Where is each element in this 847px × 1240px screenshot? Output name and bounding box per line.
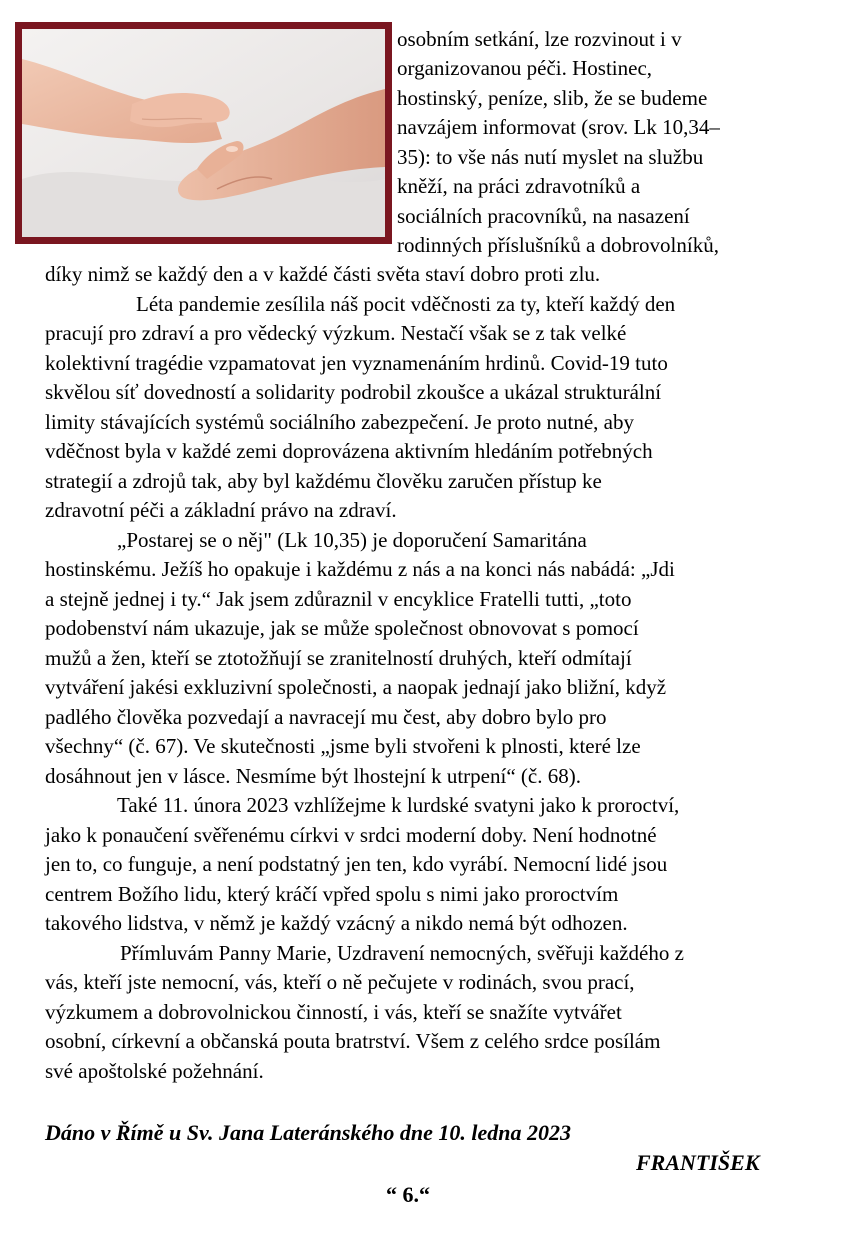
text-line: skvělou síť dovedností a solidarity podrobil zkoušce a ukázal strukturální [45, 380, 662, 404]
text-line: kněží, na práci zdravotníků a [397, 174, 641, 198]
text-line: a stejně jednej i ty.“ Jak jsem zdůraznil v encyklice Fratelli tutti, „toto [45, 587, 632, 611]
text-line: hostinský, peníze, slib, že se budeme [397, 86, 708, 110]
text-line: díky nimž se každý den a v každé části světa staví dobro proti zlu. [45, 262, 601, 286]
text-line: navzájem informovat (srov. Lk 10,34– [397, 115, 720, 139]
text-line: výzkumem a dobrovolnickou činností, i vás, kteří se snažíte vytvářet [45, 1000, 622, 1024]
text-line: osobním setkání, lze rozvinout i v [397, 27, 682, 51]
text-line: 35): to vše nás nutí myslet na službu [397, 145, 704, 169]
text-line: centrem Božího lidu, který kráčí vpřed spolu s nimi jako proroctvím [45, 882, 619, 906]
text-line: sociálních pracovníků, na nasazení [397, 204, 690, 228]
text-line: limity stávajících systémů sociálního zabezpečení. Je proto nutné, aby [45, 410, 634, 434]
text-line: takového lidstva, v němž je každý vzácný a nikdo nemá být odhozen. [45, 911, 628, 935]
text-line: dosáhnout jen v lásce. Nesmíme být lhostejní k utrpení“ (č. 68). [45, 764, 581, 788]
text-line: osobní, církevní a občanská pouta bratrství. Všem z celého srdce posílám [45, 1029, 661, 1053]
text-line: vděčnost byla v každé zemi doprovázena aktivním hledáním potřebných [45, 439, 653, 463]
page-number: “ 6.“ [386, 1182, 430, 1207]
text-line: jen to, co funguje, a není podstatný jen ten, kdo vyrábí. Nemocní lidé jsou [45, 852, 668, 876]
text-line: hostinskému. Ježíš ho opakuje i každému z nás a na konci nás nabádá: „Jdi [45, 557, 675, 581]
text-line: své apoštolské požehnání. [45, 1059, 264, 1083]
text-line: vás, kteří jste nemocní, vás, kteří o ně pečujete v rodinách, svou prací, [45, 970, 635, 994]
hands-photo [15, 22, 392, 244]
text-line: podobenství nám ukazuje, jak se může společnost obnovovat s pomocí [45, 616, 639, 640]
signature-name: FRANTIŠEK [636, 1150, 760, 1175]
place-date-line: Dáno v Římě u Sv. Jana Lateránského dne 10. ledna 2023 [45, 1120, 571, 1145]
paragraph-start: Také 11. února 2023 vzhlížejme k lurdské svatyni jako k proroctví, [117, 793, 680, 817]
text-line: rodinných příslušníků a dobrovolníků, [397, 233, 719, 257]
hands-illustration [22, 29, 385, 237]
paragraph-start: Léta pandemie zesílila náš pocit vděčnosti za ty, kteří každý den [136, 292, 676, 316]
paragraph-start: Přímluvám Panny Marie, Uzdravení nemocných, svěřuji každého z [120, 941, 684, 965]
text-line: jako k ponaučení svěřenému církvi v srdci moderní doby. Není hodnotné [45, 823, 657, 847]
text-line: mužů a žen, kteří se ztotožňují se zranitelností druhých, kteří odmítají [45, 646, 632, 670]
paragraph-start: „Postarej se o něj" (Lk 10,35) je doporučení Samaritána [117, 528, 587, 552]
text-line: všechny“ (č. 67). Ve skutečnosti „jsme byli stvořeni k plnosti, které lze [45, 734, 641, 758]
text-line: pracují pro zdraví a pro vědecký výzkum. Nestačí však se z tak velké [45, 321, 627, 345]
text-line: kolektivní tragédie vzpamatovat jen vyznamenáním hrdinů. Covid-19 tuto [45, 351, 668, 375]
text-line: vytváření jakési exkluzivní společnosti, a naopak jednají jako bližní, když [45, 675, 667, 699]
text-line: organizovanou péči. Hostinec, [397, 56, 653, 80]
text-line: strategií a zdrojů tak, aby byl každému člověku zaručen přístup ke [45, 469, 602, 493]
text-line: padlého člověka pozvedají a navracejí mu čest, aby dobro bylo pro [45, 705, 607, 729]
text-line: zdravotní péči a základní právo na zdraví. [45, 498, 397, 522]
